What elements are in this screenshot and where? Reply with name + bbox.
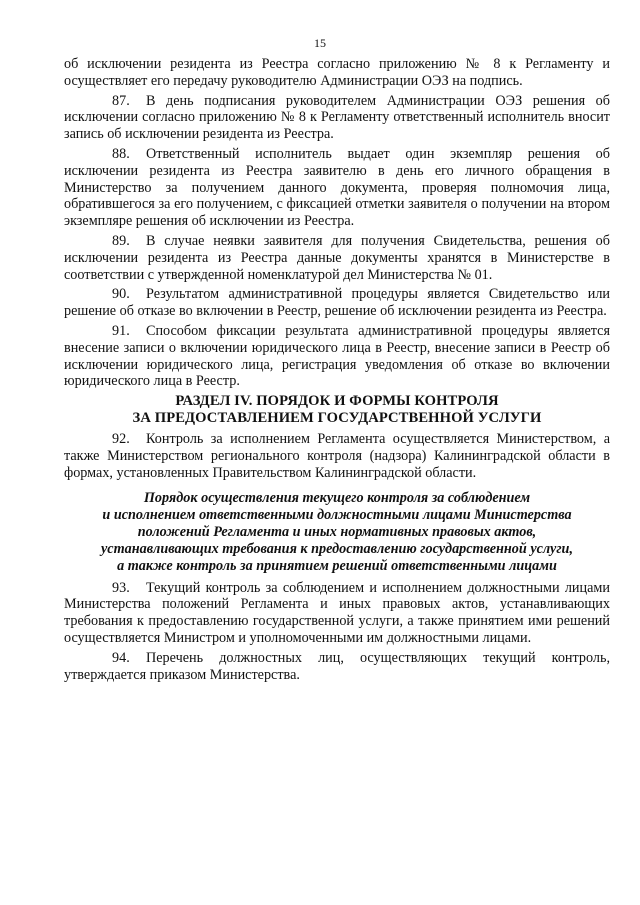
subsection-title-line-3: положений Регламента и иных нормативных правовых актов, — [137, 523, 537, 540]
subsection-title-line-2: и исполнением ответственными должностными лицами Министерства — [102, 506, 572, 523]
section-title-line-1: РАЗДЕЛ IV. ПОРЯДОК И ФОРМЫ КОНТРОЛЯ — [175, 393, 499, 410]
paragraph-text: Способом фиксации результата административной процедуры является внесение записи о включении юридического лица в Реестр, внесение записи в Реестр об исключении юридического лица, регистрация уведомления об отказе во включении юридического лица в Реестр. — [64, 322, 610, 390]
paragraph-number: 88. — [112, 145, 130, 162]
subsection-title-line-4: устанавливающих требования к предоставлению государственной услуги, — [101, 540, 573, 557]
paragraph-number: 89. — [112, 232, 130, 249]
subsection-title — [64, 490, 610, 575]
document-body — [64, 56, 610, 686]
paragraph-text: Текущий контроль за соблюдением и исполнением должностными лицами Министерства положений Регламента и иных правовых актов, устанавливающих требования к предоставлению государственной услуги, а также принятием ими решений осуществляется Министром и уполномоченными им должностными лицами. — [64, 579, 610, 646]
paragraph-text: Результатом административной процедуры является Свидетельство или решение об отказе во включении в Реестр, решение об исключении резидента из Реестра. — [64, 286, 610, 320]
paragraph-91 — [64, 323, 610, 390]
subsection-title-line-1: Порядок осуществления текущего контроля за соблюдением — [143, 489, 531, 506]
paragraph-number: 87. — [112, 92, 130, 109]
paragraph-94 — [64, 650, 610, 684]
page-number: 15 — [314, 36, 326, 50]
paragraph-number: 91. — [112, 322, 130, 339]
paragraph-number: 94. — [112, 649, 130, 666]
paragraph-90 — [64, 286, 610, 320]
paragraph-continued — [64, 56, 610, 90]
paragraph-number: 93. — [112, 579, 130, 596]
paragraph-89 — [64, 233, 610, 283]
paragraph-number: 92. — [112, 431, 130, 448]
paragraph-88 — [64, 146, 610, 230]
paragraph-text: Контроль за исполнением Регламента осуществляется Министерством, а также Министерством регионального контроля (надзора) Калининградской области в формах, установленных Правительством Калининградской области. — [64, 431, 610, 481]
paragraph-93 — [64, 580, 610, 647]
paragraph-87 — [64, 93, 610, 143]
section-title-line-2: ЗА ПРЕДОСТАВЛЕНИЕМ ГОСУДАРСТВЕННОЙ УСЛУГИ — [132, 410, 542, 427]
paragraph-text: Перечень должностных лиц, осуществляющих текущий контроль, утверждается приказом Министерства. — [64, 649, 610, 683]
paragraph-text: В день подписания руководителем Администрации ОЭЗ решения об исключении согласно приложению № 8 к Регламенту ответственный исполнитель вносит запись об исключении резидента из Реестра. — [64, 92, 610, 143]
paragraph-text: В случае неявки заявителя для получения Свидетельства, решения об исключении резидента из Реестра данные документы хранятся в Министерстве в соответствии с утвержденной номенклатурой дел Министерства № 01. — [64, 232, 610, 283]
subsection-title-line-5: а также контроль за принятием решений ответственными лицами — [117, 557, 557, 574]
paragraph-number: 90. — [112, 286, 130, 303]
paragraph-92 — [64, 431, 610, 481]
section-title — [64, 393, 610, 427]
paragraph-text: об исключении резидента из Реестра согласно приложению № 8 к Регламенту и осуществляет его передачу руководителю Администрации ОЭЗ на подпись. — [64, 56, 610, 89]
paragraph-text: Ответственный исполнитель выдает один экземпляр решения об исключении резидента из Реестра заявителю в день его личного обращения в Министерство за получением данного документа, проверяя полномочия лица, обратившегося за его получением, с фиксацией отметки заявителя о получении на втором экземпляре решения об исключении из Реестра. — [64, 145, 610, 230]
